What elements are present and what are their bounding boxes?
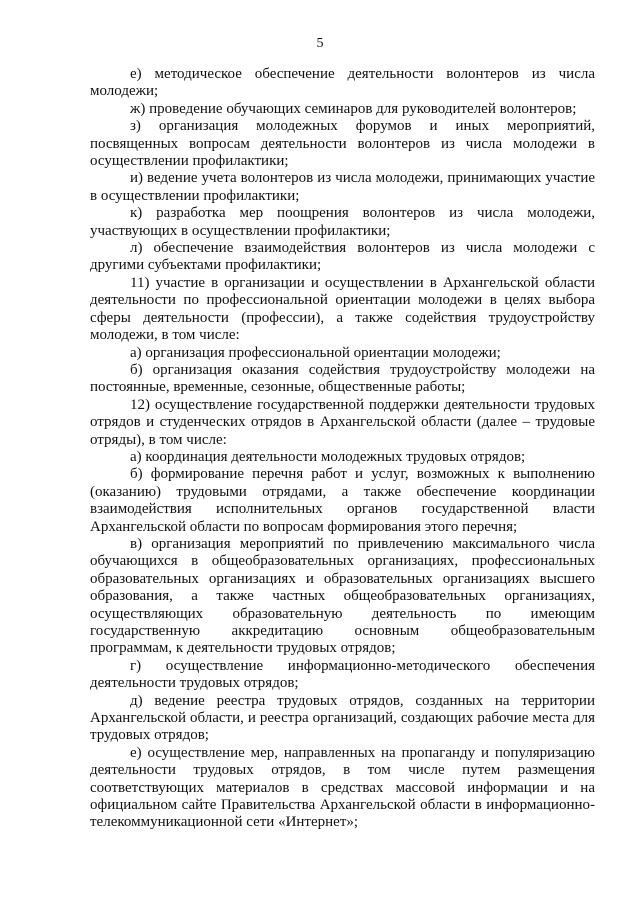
paragraph-section-12: 12) осуществление государственной поддержки деятельности трудовых отрядов и студенческих отрядов в Архангельской области (далее – трудовые отряды), в том числе: xyxy=(90,396,595,448)
paragraph-item-12b: б) формирование перечня работ и услуг, возможных к выполнению (оказанию) трудовыми отрядами, а также обеспечение координации взаимодействия исполнительных органов государственной власти Архангельской области по вопросам формирования этого перечня; xyxy=(90,466,595,535)
paragraph-item-z: з) организация молодежных форумов и иных мероприятий, посвященных вопросам деятельности волонтеров из числа молодежи в осуществлении профилактики; xyxy=(90,118,595,170)
paragraph-item-i: и) ведение учета волонтеров из числа молодежи, принимающих участие в осуществлении профилактики; xyxy=(90,170,595,204)
paragraph-item-12v: в) организация мероприятий по привлечению максимального числа обучающихся в общеобразовательных организациях, профессиональных образовательных организациях и образовательных организациях высшего образования, а также частных общеобразовательных организациях, осуществляющих образовательную деятельность по имеющим государственную аккредитацию основным общеобразовательным программам, к деятельности трудовых отрядов; xyxy=(90,535,595,657)
paragraph-item-k: к) разработка мер поощрения волонтеров из числа молодежи, участвующих в осуществлении профилактики; xyxy=(90,205,595,239)
paragraph-item-12d: д) ведение реестра трудовых отрядов, созданных на территории Архангельской области, и реестра организаций, создающих рабочие места для трудовых отрядов; xyxy=(90,692,595,744)
paragraph-item-e: е) методическое обеспечение деятельности волонтеров из числа молодежи; xyxy=(90,66,595,100)
paragraph-item-12g: г) осуществление информационно-методического обеспечения деятельности трудовых отрядов; xyxy=(90,657,595,692)
paragraph-item-zh: ж) проведение обучающих семинаров для руководителей волонтеров; xyxy=(130,100,577,117)
paragraph-item-12a: а) координация деятельности молодежных трудовых отрядов; xyxy=(130,448,526,465)
paragraph-item-12e: е) осуществление мер, направленных на пропаганду и популяризацию деятельности трудовых отрядов, в том числе путем размещения соответствующих материалов в средствах массовой информации и на официальном сайте Правительства Архангельской области в информационно-телекоммуникационной сети «Интернет»; xyxy=(90,744,595,831)
paragraph-item-11b: б) организация оказания содействия трудоустройству молодежи на постоянные, временные, сезонные, общественные работы; xyxy=(90,361,595,396)
paragraph-item-l: л) обеспечение взаимодействия волонтеров из числа молодежи с другими субъектами профилактики; xyxy=(90,240,595,274)
paragraph-section-11: 11) участие в организации и осуществлении в Архангельской области деятельности по профессиональной ориентации молодежи в целях выбора сферы деятельности (профессии), а также содействия трудоустройству молодежи, в том числе: xyxy=(90,274,595,344)
page-number: 5 xyxy=(316,36,324,51)
document-body xyxy=(90,66,595,832)
paragraph-item-11a: а) организация профессиональной ориентации молодежи; xyxy=(130,344,501,361)
